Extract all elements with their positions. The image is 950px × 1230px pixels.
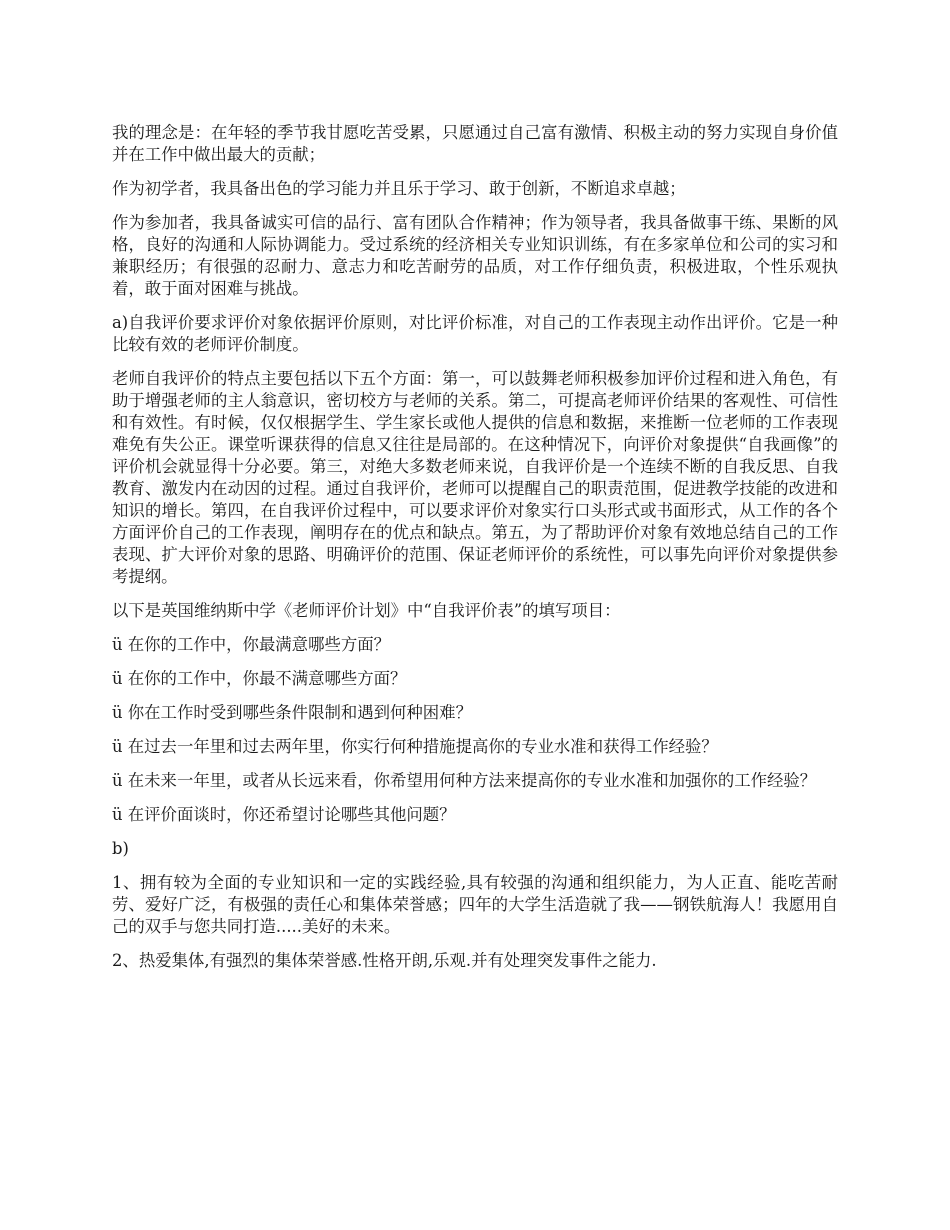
paragraph-numbered-1: 1、拥有较为全面的专业知识和一定的实践经验,具有较强的沟通和组织能力，为人正直、能吃苦耐劳、爱好广泛，有极强的责任心和集体荣誉感；四年的大学生活造就了我——钢铁航海人！我愿用自己的双手与您共同打造.....美好的未来。 [112, 873, 838, 936]
list-item-question: ü 在评价面谈时，你还希望讨论哪些其他问题？ [112, 805, 456, 824]
document-body [112, 122, 838, 984]
paragraph-participant-leader: 作为参加者，我具备诚实可信的品行、富有团队合作精神；作为领导者，我具备做事干练、果断的风格，良好的沟通和人际协调能力。受过系统的经济相关专业知识训练，有在多家单位和公司的实习和兼职经历；有很强的忍耐力、意志力和吃苦耐劳的品质，对工作仔细负责，积极进取，个性乐观执着，敢于面对困难与挑战。 [112, 213, 838, 298]
paragraph-learner: 作为初学者，我具备出色的学习能力并且乐于学习、敢于创新，不断追求卓越； [112, 179, 686, 198]
paragraph-numbered-2: 2、热爱集体,有强烈的集体荣誉感.性格开朗,乐观.并有处理突发事件之能力. [112, 951, 657, 970]
list-item-question: ü 在你的工作中，你最满意哪些方面？ [112, 635, 391, 654]
paragraph-form-intro: 以下是英国维纳斯中学《老师评价计划》中“自我评价表”的填写项目： [112, 601, 621, 620]
list-item-question: ü 你在工作时受到哪些条件限制和遇到何种困难？ [112, 703, 472, 722]
paragraph-self-evaluation-definition: a)自我评价要求评价对象依据评价原则，对比评价标准，对自己的工作表现主动作出评价。它是一种比较有效的老师评价制度。 [112, 313, 838, 354]
section-marker-b: b) [112, 839, 129, 858]
list-item-question: ü 在你的工作中，你最不满意哪些方面？ [112, 669, 407, 688]
paragraph-philosophy: 我的理念是：在年轻的季节我甘愿吃苦受累，只愿通过自己富有激情、积极主动的努力实现自身价值并在工作中做出最大的贡献； [112, 123, 838, 164]
list-item-question: ü 在过去一年里和过去两年里，你实行何种措施提高你的专业水准和获得工作经验？ [112, 737, 718, 756]
paragraph-self-evaluation-features: 老师自我评价的特点主要包括以下五个方面：第一，可以鼓舞老师积极参加评价过程和进入角色，有助于增强老师的主人翁意识，密切校方与老师的关系。第二，可提高老师评价结果的客观性、可信性和有效性。有时候，仅仅根据学生、学生家长或他人提供的信息和数据，来推断一位老师的工作表现难免有失公正。课堂听课获得的信息又往往是局部的。在这种情况下，向评价对象提供“自我画像”的评价机会就显得十分必要。第三，对绝大多数老师来说，自我评价是一个连续不断的自我反思、自我教育、激发内在动因的过程。通过自我评价，老师可以提醒自己的职责范围，促进教学技能的改进和知识的增长。第四，在自我评价过程中，可以要求评价对象实行口头形式或书面形式，从工作的各个方面评价自己的工作表现，阐明存在的优点和缺点。第五，为了帮助评价对象有效地总结自己的工作表现、扩大评价对象的思路、明确评价的范围、保证老师评价的系统性，可以事先向评价对象提供参考提纲。 [112, 369, 838, 586]
list-item-question: ü 在未来一年里，或者从长远来看，你希望用何种方法来提高你的专业水准和加强你的工作经验？ [112, 771, 817, 790]
